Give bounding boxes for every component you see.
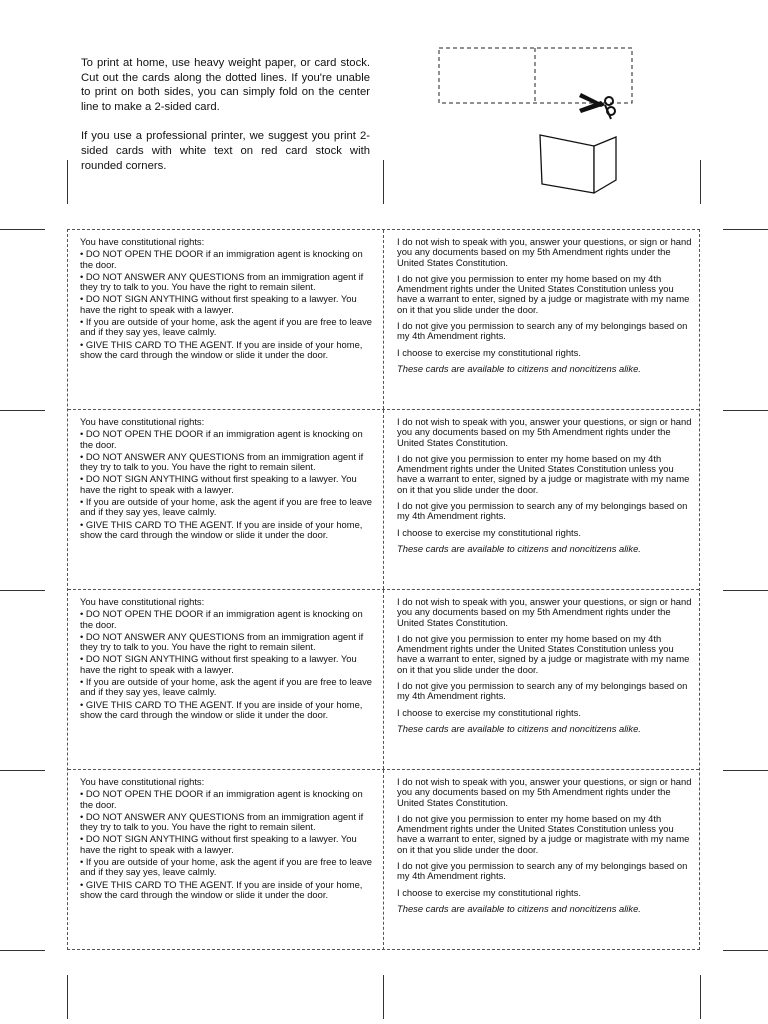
cut-diagram	[438, 47, 638, 132]
scissors-icon	[579, 93, 615, 119]
card-front-title: You have constitutional rights:	[80, 776, 205, 787]
crop-mark	[723, 950, 768, 951]
card-back-paragraph: I do not wish to speak with you, answer your questions, or sign or hand you any documents based on my 5th Amendment rights under the United States Constitution.	[397, 416, 692, 448]
card-back-paragraph: I do not give you permission to enter my home based on my 4th Amendment rights under the United States Constitution unless you have a warrant to enter, signed by a judge or magistrate with my name on it that you slide under the door.	[397, 632, 690, 675]
card-back-paragraph: I do not give you permission to enter my home based on my 4th Amendment rights under the United States Constitution unless you have a warrant to enter, signed by a judge or magistrate with my name on it that you slide under the door.	[397, 812, 690, 855]
crop-mark	[0, 950, 45, 951]
card-back	[384, 410, 699, 589]
card-back-paragraph: I do not give you permission to search any of my belongings based on my 4th Amendment rights.	[397, 680, 688, 702]
card-row	[68, 410, 699, 590]
card-sheet	[67, 229, 700, 950]
card-front-item: • DO NOT SIGN ANYTHING without first speaking to a lawyer. You have the right to speak with a lawyer.	[80, 293, 357, 315]
card-back-note: These cards are available to citizens and noncitizens alike.	[397, 542, 641, 554]
card-front-item: • DO NOT SIGN ANYTHING without first speaking to a lawyer. You have the right to speak with a lawyer.	[80, 473, 357, 495]
card-row	[68, 770, 699, 950]
card-back-note: These cards are available to citizens and noncitizens alike.	[397, 722, 641, 734]
card-back-paragraph: I choose to exercise my constitutional rights.	[397, 346, 581, 358]
card-back-paragraph: I do not wish to speak with you, answer your questions, or sign or hand you any documents based on my 5th Amendment rights under the United States Constitution.	[397, 596, 692, 628]
folded-card-icon	[540, 135, 616, 193]
fold-diagram	[536, 130, 626, 201]
card-front-item: • DO NOT OPEN THE DOOR if an immigration agent is knocking on the door.	[80, 608, 363, 630]
card-front-item: • If you are outside of your home, ask the agent if you are free to leave and if they say yes, leave calmly.	[80, 496, 373, 518]
card-front-item: • DO NOT SIGN ANYTHING without first speaking to a lawyer. You have the right to speak with a lawyer.	[80, 833, 357, 855]
card-front-item: • DO NOT SIGN ANYTHING without first speaking to a lawyer. You have the right to speak with a lawyer.	[80, 653, 357, 675]
card-front-item: • If you are outside of your home, ask the agent if you are free to leave and if they say yes, leave calmly.	[80, 856, 373, 878]
crop-mark	[723, 410, 768, 411]
crop-mark	[383, 160, 384, 204]
crop-mark	[67, 160, 68, 204]
card-back	[384, 590, 699, 769]
card-front-title: You have constitutional rights:	[80, 236, 205, 247]
crop-mark	[67, 975, 68, 1019]
crop-mark	[0, 590, 45, 591]
card-front-item: • If you are outside of your home, ask the agent if you are free to leave and if they say yes, leave calmly.	[80, 316, 373, 338]
crop-mark	[0, 410, 45, 411]
card-front-item: • DO NOT OPEN THE DOOR if an immigration agent is knocking on the door.	[80, 428, 363, 450]
card-front-item: • DO NOT OPEN THE DOOR if an immigration agent is knocking on the door.	[80, 788, 363, 810]
card-row	[68, 590, 699, 770]
card-front-title: You have constitutional rights:	[80, 416, 205, 427]
card-front	[68, 770, 384, 950]
crop-mark	[723, 590, 768, 591]
card-back-paragraph: I do not give you permission to search any of my belongings based on my 4th Amendment rights.	[397, 320, 688, 342]
card-row	[68, 230, 699, 410]
card-back-paragraph: I do not give you permission to search any of my belongings based on my 4th Amendment rights.	[397, 860, 688, 882]
card-front-item: • DO NOT OPEN THE DOOR if an immigration agent is knocking on the door.	[80, 248, 363, 270]
card-front-item: • If you are outside of your home, ask the agent if you are free to leave and if they say yes, leave calmly.	[80, 676, 373, 698]
instructions-paragraph: If you use a professional printer, we suggest you print 2-sided cards with white text on red card stock with rounded corners.	[81, 130, 370, 172]
card-back-paragraph: I choose to exercise my constitutional rights.	[397, 526, 581, 538]
card-back-paragraph: I choose to exercise my constitutional rights.	[397, 886, 581, 898]
crop-mark	[0, 770, 45, 771]
card-front	[68, 410, 384, 589]
crop-mark	[700, 975, 701, 1019]
card-front	[68, 590, 384, 769]
card-back	[384, 770, 699, 950]
card-back-note: These cards are available to citizens and noncitizens alike.	[397, 362, 641, 374]
crop-mark	[0, 229, 45, 230]
crop-mark	[723, 770, 768, 771]
crop-mark	[723, 229, 768, 230]
card-front-item: • DO NOT ANSWER ANY QUESTIONS from an immigration agent if they try to talk to you. You have the right to remain silent.	[80, 810, 364, 833]
card-front-item: • GIVE THIS CARD TO THE AGENT. If you are inside of your home, show the card through the window or slide it under the door.	[80, 518, 363, 540]
card-back-paragraph: I do not give you permission to search any of my belongings based on my 4th Amendment rights.	[397, 500, 688, 522]
card-front-title: You have constitutional rights:	[80, 596, 205, 607]
print-instructions	[81, 56, 370, 188]
card-back-paragraph: I do not wish to speak with you, answer your questions, or sign or hand you any documents based on my 5th Amendment rights under the United States Constitution.	[397, 776, 692, 808]
card-front	[68, 230, 384, 409]
card-back-paragraph: I choose to exercise my constitutional rights.	[397, 706, 581, 718]
card-front-item: • DO NOT ANSWER ANY QUESTIONS from an immigration agent if they try to talk to you. You have the right to remain silent.	[80, 630, 364, 653]
card-back-note: These cards are available to citizens and noncitizens alike.	[397, 902, 641, 914]
card-back-paragraph: I do not give you permission to enter my home based on my 4th Amendment rights under the United States Constitution unless you have a warrant to enter, signed by a judge or magistrate with my name on it that you slide under the door.	[397, 452, 690, 495]
card-back	[384, 230, 699, 409]
card-back-paragraph: I do not give you permission to enter my home based on my 4th Amendment rights under the United States Constitution unless you have a warrant to enter, signed by a judge or magistrate with my name on it that you slide under the door.	[397, 272, 690, 315]
crop-mark	[700, 160, 701, 204]
card-front-item: • GIVE THIS CARD TO THE AGENT. If you are inside of your home, show the card through the window or slide it under the door.	[80, 878, 363, 900]
card-front-item: • DO NOT ANSWER ANY QUESTIONS from an immigration agent if they try to talk to you. You have the right to remain silent.	[80, 450, 364, 473]
card-front-item: • DO NOT ANSWER ANY QUESTIONS from an immigration agent if they try to talk to you. You have the right to remain silent.	[80, 270, 364, 293]
card-front-item: • GIVE THIS CARD TO THE AGENT. If you are inside of your home, show the card through the window or slide it under the door.	[80, 338, 363, 360]
card-back-paragraph: I do not wish to speak with you, answer your questions, or sign or hand you any documents based on my 5th Amendment rights under the United States Constitution.	[397, 236, 692, 268]
crop-mark	[383, 975, 384, 1019]
card-front-item: • GIVE THIS CARD TO THE AGENT. If you are inside of your home, show the card through the window or slide it under the door.	[80, 698, 363, 720]
instructions-paragraph: To print at home, use heavy weight paper, or card stock. Cut out the cards along the dotted lines. If you're unable to print on both sides, you can simply fold on the center line to make a 2-sided card.	[81, 57, 370, 113]
